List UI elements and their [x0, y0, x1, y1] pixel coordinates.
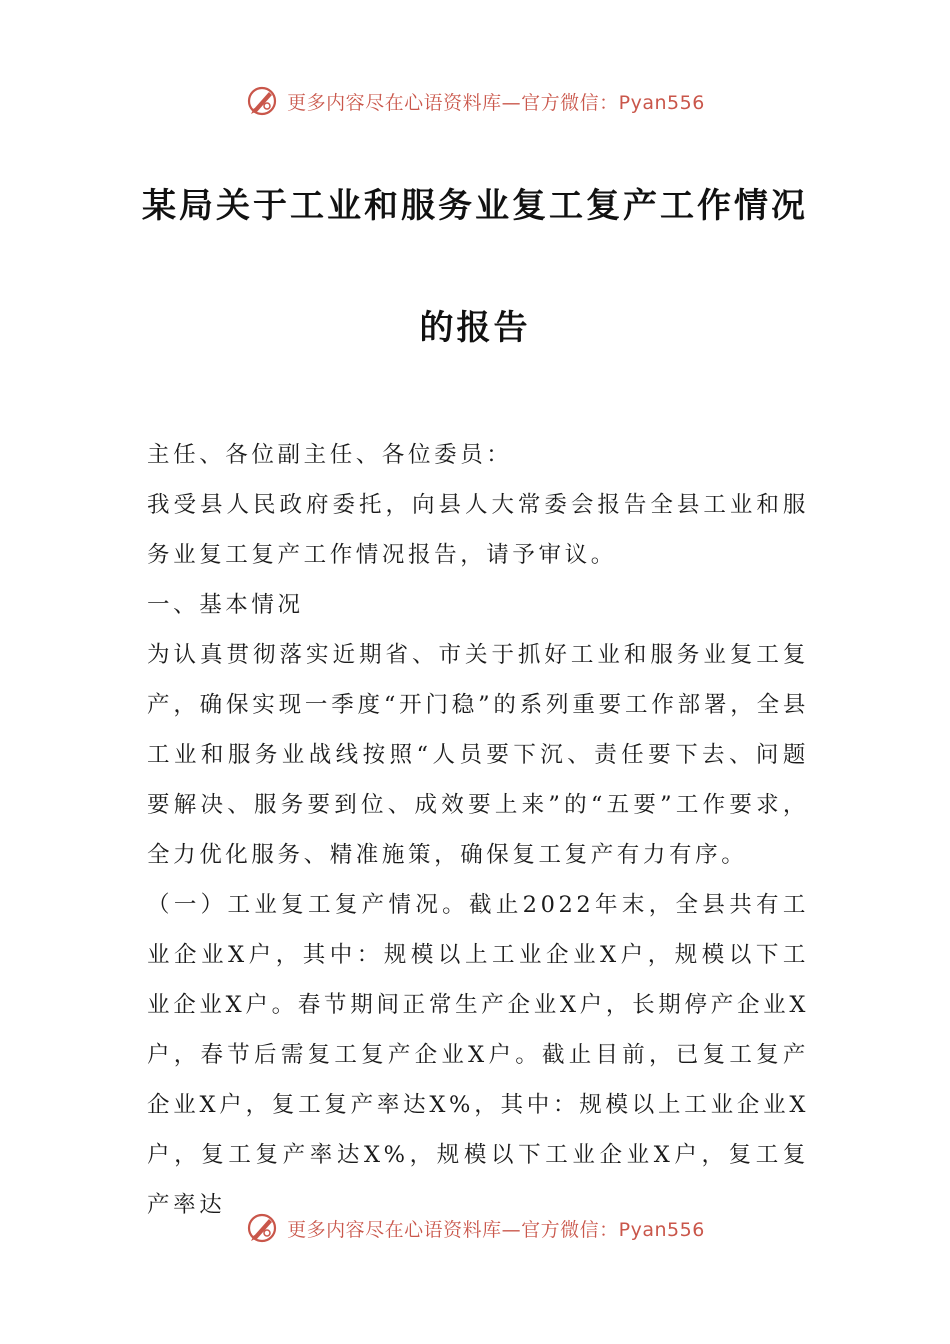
paragraph-overview: 为认真贯彻落实近期省、市关于抓好工业和服务业复工复产，确保实现一季度“开门稳”的系列重要工作部署，全县工业和服务业战线按照“人员要下沉、责任要下去、问题要解决、服务要到位、成效要上来”的“五要”工作要求，全力优化服务、精准施策，确保复工复产有力有序。: [147, 642, 809, 868]
document-body: [147, 430, 809, 1230]
document-title-line-1: 某局关于工业和服务业复工复产工作情况: [142, 186, 808, 226]
section-heading: 一、基本情况: [147, 592, 304, 618]
paragraph-intro: 我受县人民政府委托，向县人大常委会报告全县工业和服务业复工复产工作情况报告，请予审议。: [147, 492, 809, 568]
watermark-header: [0, 84, 950, 118]
salutation: 主任、各位副主任、各位委员：: [147, 442, 513, 468]
watermark-footer: [0, 1211, 950, 1245]
document-title-line-2: 的报告: [419, 308, 531, 348]
watermark-text: 更多内容尽在心语资料库—官方微信：Pyan556: [287, 1218, 705, 1241]
watermark-text: 更多内容尽在心语资料库—官方微信：Pyan556: [287, 91, 705, 114]
pen-circle-logo-icon: [245, 1211, 279, 1245]
pen-circle-logo-icon: [245, 84, 279, 118]
paragraph-industry: （一）工业复工复产情况。截止2022年末，全县共有工业企业X户，其中：规模以上工业企业X户，规模以下工业企业X户。春节期间正常生产企业X户，长期停产企业X户，春节后需复工复产企业X户。截止目前，已复工复产企业X户，复工复产率达X%，其中：规模以上工业企业X户，复工复产率达X%，规模以下工业企业X户，复工复产率达: [147, 892, 809, 1218]
